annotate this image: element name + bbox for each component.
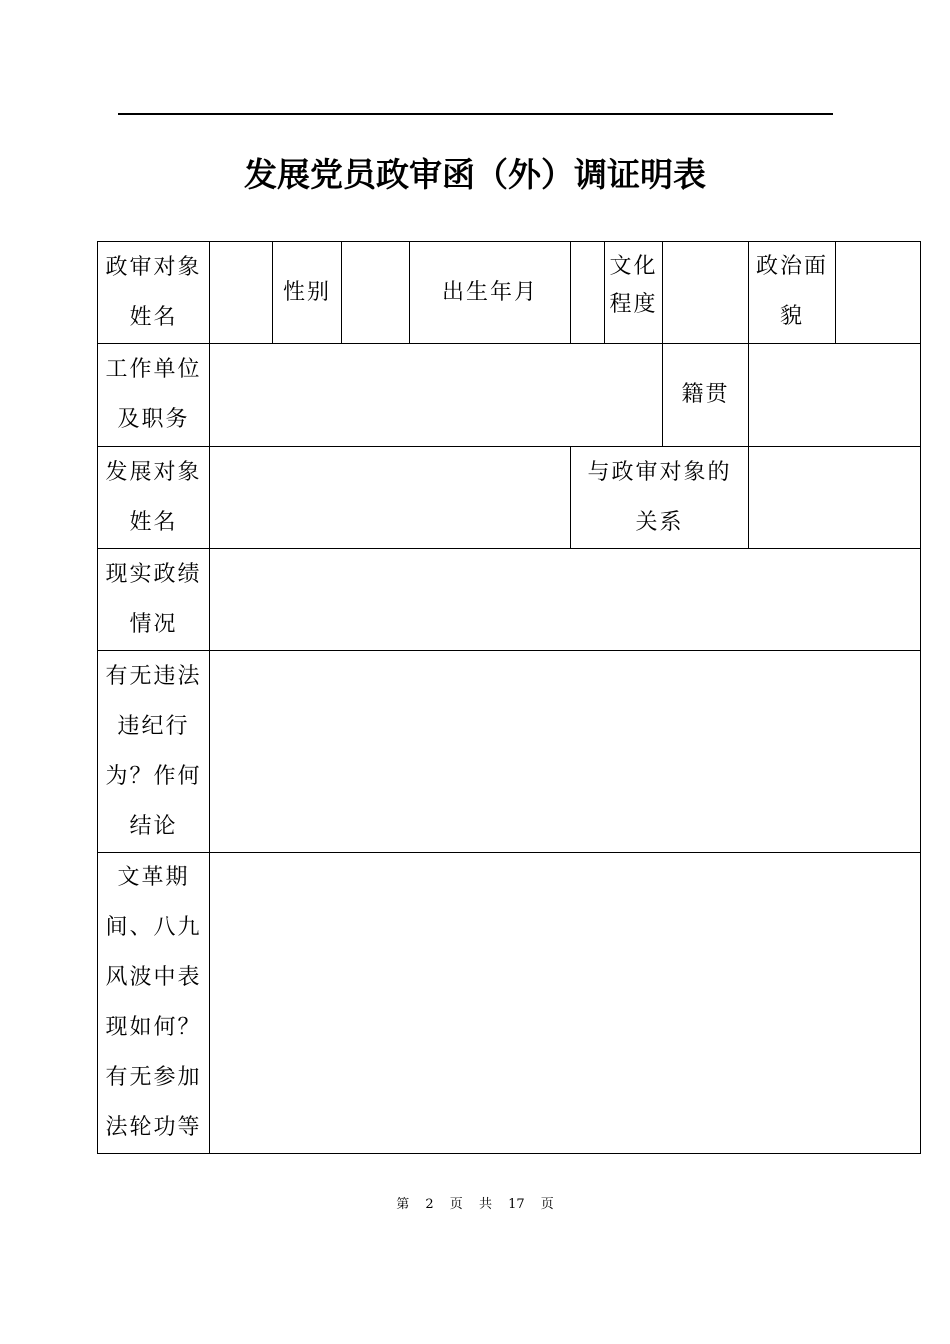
relationship-field[interactable] xyxy=(749,447,921,549)
candidate-name-field[interactable] xyxy=(210,447,571,549)
form-row-performance xyxy=(98,549,921,651)
investigation-form-table xyxy=(97,241,921,1154)
performance-label: 现实政绩情况 xyxy=(98,549,210,651)
page-title: 发展党员政审函（外）调证明表 xyxy=(244,155,706,194)
work-unit-field[interactable] xyxy=(210,344,663,447)
subject-name-label: 政审对象姓名 xyxy=(98,242,210,344)
native-place-field[interactable] xyxy=(749,344,921,447)
political-status-field[interactable] xyxy=(836,242,921,344)
history-label: 文革期间、八九风波中表现如何？有无参加法轮功等 xyxy=(98,853,210,1154)
form-row-violations xyxy=(98,651,921,853)
relationship-label: 与政审对象的关系 xyxy=(571,447,749,549)
form-row-basic-info xyxy=(98,242,921,344)
form-row-candidate xyxy=(98,447,921,549)
birth-date-field[interactable] xyxy=(571,242,605,344)
footer-current-page: 2 xyxy=(425,1197,434,1212)
political-status-label: 政治面貌 xyxy=(749,242,836,344)
candidate-name-label: 发展对象姓名 xyxy=(98,447,210,549)
footer-page-word: 页 xyxy=(449,1197,463,1212)
footer-total-word: 共 xyxy=(478,1197,492,1212)
violation-label: 有无违法违纪行为？作何结论 xyxy=(98,651,210,853)
form-row-work-unit xyxy=(98,344,921,447)
education-label: 文化程度 xyxy=(605,242,663,344)
gender-label: 性别 xyxy=(273,242,342,344)
native-place-label: 籍贯 xyxy=(663,344,749,447)
footer-suffix: 页 xyxy=(540,1197,554,1212)
education-field[interactable] xyxy=(663,242,749,344)
violation-field[interactable] xyxy=(210,651,921,853)
work-unit-label: 工作单位及职务 xyxy=(98,344,210,447)
birth-date-label: 出生年月 xyxy=(410,242,571,344)
footer-prefix: 第 xyxy=(396,1197,410,1212)
performance-field[interactable] xyxy=(210,549,921,651)
gender-field[interactable] xyxy=(342,242,410,344)
history-field[interactable] xyxy=(210,853,921,1154)
footer-total-pages: 17 xyxy=(508,1197,525,1212)
form-row-history xyxy=(98,853,921,1154)
page-footer xyxy=(0,1193,950,1217)
header-rule xyxy=(118,113,833,115)
subject-name-field[interactable] xyxy=(210,242,273,344)
